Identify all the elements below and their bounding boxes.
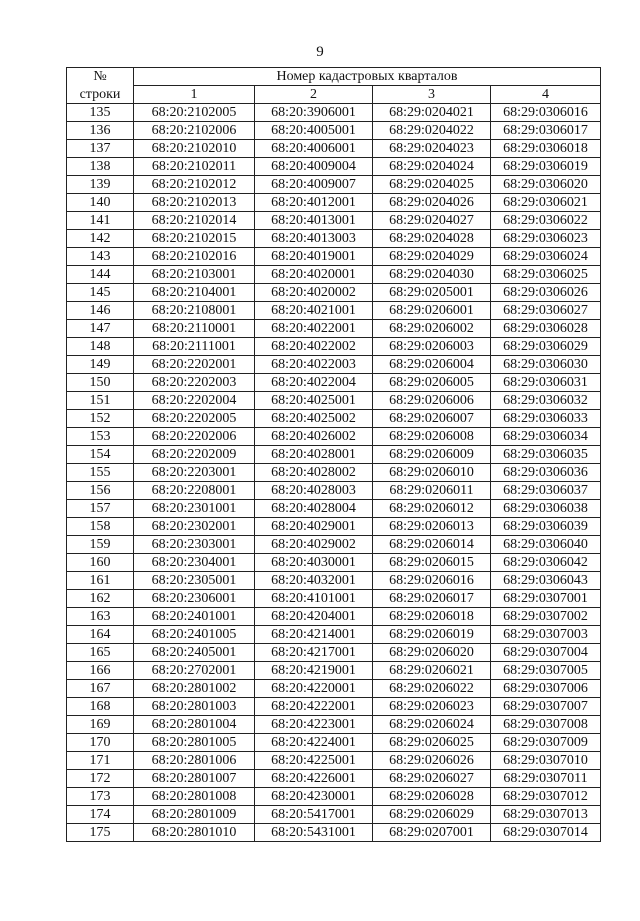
table-row bbox=[67, 626, 601, 644]
table-row bbox=[67, 554, 601, 572]
row-number-cell: 139 bbox=[67, 176, 134, 194]
row-number-cell: 145 bbox=[67, 284, 134, 302]
row-number-cell: 160 bbox=[67, 554, 134, 572]
row-number-cell: 137 bbox=[67, 140, 134, 158]
quarter-col-4-cell: 68:29:0307008 bbox=[491, 716, 601, 734]
quarter-col-4-cell: 68:29:0306038 bbox=[491, 500, 601, 518]
quarter-col-2-cell: 68:20:4101001 bbox=[255, 590, 373, 608]
quarter-col-3-cell: 68:29:0206008 bbox=[373, 428, 491, 446]
quarter-col-3-cell: 68:29:0206022 bbox=[373, 680, 491, 698]
quarter-col-2-cell: 68:20:4021001 bbox=[255, 302, 373, 320]
quarter-col-1-cell: 68:20:2304001 bbox=[134, 554, 255, 572]
quarter-col-1-cell: 68:20:2110001 bbox=[134, 320, 255, 338]
quarter-col-1-cell: 68:20:2801002 bbox=[134, 680, 255, 698]
row-number-cell: 158 bbox=[67, 518, 134, 536]
table-row bbox=[67, 284, 601, 302]
quarter-col-2-cell: 68:20:4029002 bbox=[255, 536, 373, 554]
quarter-col-1-cell: 68:20:2801007 bbox=[134, 770, 255, 788]
quarter-col-1-cell: 68:20:2801010 bbox=[134, 824, 255, 842]
quarter-col-4-cell: 68:29:0306020 bbox=[491, 176, 601, 194]
table-row bbox=[67, 788, 601, 806]
quarter-col-2-cell: 68:20:5431001 bbox=[255, 824, 373, 842]
table-row bbox=[67, 500, 601, 518]
quarter-col-4-cell: 68:29:0307004 bbox=[491, 644, 601, 662]
quarter-col-3-cell: 68:29:0204025 bbox=[373, 176, 491, 194]
table-row bbox=[67, 464, 601, 482]
table-row bbox=[67, 158, 601, 176]
table-row bbox=[67, 410, 601, 428]
row-number-cell: 156 bbox=[67, 482, 134, 500]
quarter-col-3-cell: 68:29:0206006 bbox=[373, 392, 491, 410]
table-row bbox=[67, 266, 601, 284]
row-number-cell: 170 bbox=[67, 734, 134, 752]
quarter-col-4-cell: 68:29:0306026 bbox=[491, 284, 601, 302]
quarter-col-3-cell: 68:29:0206009 bbox=[373, 446, 491, 464]
quarter-col-3-cell: 68:29:0204029 bbox=[373, 248, 491, 266]
quarter-col-1-cell: 68:20:2202004 bbox=[134, 392, 255, 410]
quarter-col-1-cell: 68:20:2202001 bbox=[134, 356, 255, 374]
row-number-cell: 138 bbox=[67, 158, 134, 176]
table-row bbox=[67, 716, 601, 734]
group-header: Номер кадастровых кварталов bbox=[134, 68, 601, 86]
table-row bbox=[67, 608, 601, 626]
table-row bbox=[67, 320, 601, 338]
table-row bbox=[67, 230, 601, 248]
quarter-col-3-cell: 68:29:0204021 bbox=[373, 104, 491, 122]
row-number-cell: 152 bbox=[67, 410, 134, 428]
row-number-cell: 166 bbox=[67, 662, 134, 680]
quarter-col-4-cell: 68:29:0306019 bbox=[491, 158, 601, 176]
row-number-cell: 174 bbox=[67, 806, 134, 824]
quarter-col-1-cell: 68:20:2801009 bbox=[134, 806, 255, 824]
table-row bbox=[67, 122, 601, 140]
quarter-col-1-cell: 68:20:2203001 bbox=[134, 464, 255, 482]
row-number-cell: 161 bbox=[67, 572, 134, 590]
quarter-col-1-cell: 68:20:2301001 bbox=[134, 500, 255, 518]
table-row bbox=[67, 176, 601, 194]
quarter-col-3-cell: 68:29:0206020 bbox=[373, 644, 491, 662]
quarter-col-4-cell: 68:29:0307006 bbox=[491, 680, 601, 698]
table-row bbox=[67, 482, 601, 500]
quarter-col-3-cell: 68:29:0206013 bbox=[373, 518, 491, 536]
quarter-col-4-cell: 68:29:0306035 bbox=[491, 446, 601, 464]
row-number-cell: 149 bbox=[67, 356, 134, 374]
table-row bbox=[67, 572, 601, 590]
row-number-cell: 143 bbox=[67, 248, 134, 266]
quarter-col-1-cell: 68:20:2108001 bbox=[134, 302, 255, 320]
row-number-cell: 150 bbox=[67, 374, 134, 392]
quarter-col-2-cell: 68:20:4028003 bbox=[255, 482, 373, 500]
table-row bbox=[67, 194, 601, 212]
quarter-col-3-cell: 68:29:0204027 bbox=[373, 212, 491, 230]
quarter-col-3-cell: 68:29:0206014 bbox=[373, 536, 491, 554]
quarter-col-3-cell: 68:29:0206015 bbox=[373, 554, 491, 572]
table-row bbox=[67, 752, 601, 770]
row-number-cell: 165 bbox=[67, 644, 134, 662]
table-row bbox=[67, 446, 601, 464]
quarter-col-1-cell: 68:20:2111001 bbox=[134, 338, 255, 356]
quarter-col-3-cell: 68:29:0206018 bbox=[373, 608, 491, 626]
quarter-col-1-cell: 68:20:2801005 bbox=[134, 734, 255, 752]
quarter-col-3-cell: 68:29:0206016 bbox=[373, 572, 491, 590]
quarter-col-2-cell: 68:20:4028004 bbox=[255, 500, 373, 518]
quarter-col-2-cell: 68:20:4022003 bbox=[255, 356, 373, 374]
row-number-cell: 136 bbox=[67, 122, 134, 140]
quarter-col-1-cell: 68:20:2102013 bbox=[134, 194, 255, 212]
quarter-col-1-cell: 68:20:2401005 bbox=[134, 626, 255, 644]
quarter-col-2-cell: 68:20:4214001 bbox=[255, 626, 373, 644]
quarter-col-3-cell: 68:29:0204026 bbox=[373, 194, 491, 212]
table-row bbox=[67, 644, 601, 662]
quarter-col-2-cell: 68:20:4030001 bbox=[255, 554, 373, 572]
quarter-col-1-cell: 68:20:2306001 bbox=[134, 590, 255, 608]
quarter-col-4-cell: 68:29:0306030 bbox=[491, 356, 601, 374]
table-row bbox=[67, 338, 601, 356]
table-body bbox=[67, 104, 601, 842]
table-row bbox=[67, 356, 601, 374]
table-row bbox=[67, 428, 601, 446]
quarter-col-4-cell: 68:29:0306024 bbox=[491, 248, 601, 266]
table-row bbox=[67, 104, 601, 122]
quarter-col-3-cell: 68:29:0206003 bbox=[373, 338, 491, 356]
quarter-col-4-cell: 68:29:0306032 bbox=[491, 392, 601, 410]
quarter-col-3-cell: 68:29:0206002 bbox=[373, 320, 491, 338]
row-number-cell: 154 bbox=[67, 446, 134, 464]
quarter-col-2-cell: 68:20:4222001 bbox=[255, 698, 373, 716]
quarter-col-3-cell: 68:29:0206019 bbox=[373, 626, 491, 644]
quarter-col-2-cell: 68:20:4009004 bbox=[255, 158, 373, 176]
page-number: 9 bbox=[316, 44, 324, 60]
row-number-cell: 163 bbox=[67, 608, 134, 626]
column-header-4: 4 bbox=[491, 86, 601, 104]
row-number-header-bottom: строки bbox=[67, 86, 134, 104]
quarter-col-4-cell: 68:29:0306025 bbox=[491, 266, 601, 284]
quarter-col-2-cell: 68:20:4225001 bbox=[255, 752, 373, 770]
quarter-col-3-cell: 68:29:0206011 bbox=[373, 482, 491, 500]
table-row bbox=[67, 824, 601, 842]
quarter-col-3-cell: 68:29:0207001 bbox=[373, 824, 491, 842]
quarter-col-1-cell: 68:20:2303001 bbox=[134, 536, 255, 554]
quarter-col-4-cell: 68:29:0306037 bbox=[491, 482, 601, 500]
quarter-col-2-cell: 68:20:4026002 bbox=[255, 428, 373, 446]
quarter-col-4-cell: 68:29:0307009 bbox=[491, 734, 601, 752]
table-row bbox=[67, 212, 601, 230]
quarter-col-3-cell: 68:29:0204022 bbox=[373, 122, 491, 140]
quarter-col-3-cell: 68:29:0206028 bbox=[373, 788, 491, 806]
quarter-col-1-cell: 68:20:2401001 bbox=[134, 608, 255, 626]
cadastral-quarters-table bbox=[66, 67, 601, 842]
quarter-col-1-cell: 68:20:2102005 bbox=[134, 104, 255, 122]
table-row bbox=[67, 518, 601, 536]
quarter-col-2-cell: 68:20:4025001 bbox=[255, 392, 373, 410]
quarter-col-2-cell: 68:20:4020001 bbox=[255, 266, 373, 284]
quarter-col-1-cell: 68:20:2801003 bbox=[134, 698, 255, 716]
quarter-col-3-cell: 68:29:0206001 bbox=[373, 302, 491, 320]
quarter-col-2-cell: 68:20:4226001 bbox=[255, 770, 373, 788]
row-number-cell: 141 bbox=[67, 212, 134, 230]
row-number-cell: 169 bbox=[67, 716, 134, 734]
row-number-cell: 144 bbox=[67, 266, 134, 284]
quarter-col-1-cell: 68:20:2102016 bbox=[134, 248, 255, 266]
quarter-col-2-cell: 68:20:4019001 bbox=[255, 248, 373, 266]
quarter-col-4-cell: 68:29:0307012 bbox=[491, 788, 601, 806]
quarter-col-1-cell: 68:20:2104001 bbox=[134, 284, 255, 302]
quarter-col-3-cell: 68:29:0204023 bbox=[373, 140, 491, 158]
quarter-col-2-cell: 68:20:4005001 bbox=[255, 122, 373, 140]
quarter-col-1-cell: 68:20:2102014 bbox=[134, 212, 255, 230]
quarter-col-2-cell: 68:20:4220001 bbox=[255, 680, 373, 698]
quarter-col-2-cell: 68:20:4230001 bbox=[255, 788, 373, 806]
quarter-col-1-cell: 68:20:2202003 bbox=[134, 374, 255, 392]
quarter-col-3-cell: 68:29:0206027 bbox=[373, 770, 491, 788]
quarter-col-4-cell: 68:29:0307007 bbox=[491, 698, 601, 716]
quarter-col-2-cell: 68:20:4006001 bbox=[255, 140, 373, 158]
quarter-col-2-cell: 68:20:4028001 bbox=[255, 446, 373, 464]
quarter-col-1-cell: 68:20:2208001 bbox=[134, 482, 255, 500]
quarter-col-4-cell: 68:29:0307001 bbox=[491, 590, 601, 608]
quarter-col-3-cell: 68:29:0206017 bbox=[373, 590, 491, 608]
quarter-col-1-cell: 68:20:2103001 bbox=[134, 266, 255, 284]
row-number-cell: 171 bbox=[67, 752, 134, 770]
quarter-col-3-cell: 68:29:0206005 bbox=[373, 374, 491, 392]
quarter-col-1-cell: 68:20:2102012 bbox=[134, 176, 255, 194]
row-number-cell: 167 bbox=[67, 680, 134, 698]
row-number-cell: 172 bbox=[67, 770, 134, 788]
row-number-cell: 151 bbox=[67, 392, 134, 410]
quarter-col-3-cell: 68:29:0204028 bbox=[373, 230, 491, 248]
quarter-col-3-cell: 68:29:0206012 bbox=[373, 500, 491, 518]
quarter-col-1-cell: 68:20:2102011 bbox=[134, 158, 255, 176]
table-header bbox=[67, 68, 601, 104]
quarter-col-4-cell: 68:29:0306031 bbox=[491, 374, 601, 392]
quarter-col-4-cell: 68:29:0307010 bbox=[491, 752, 601, 770]
quarter-col-2-cell: 68:20:4032001 bbox=[255, 572, 373, 590]
quarter-col-1-cell: 68:20:2102015 bbox=[134, 230, 255, 248]
quarter-col-1-cell: 68:20:2305001 bbox=[134, 572, 255, 590]
table-row bbox=[67, 680, 601, 698]
row-number-cell: 173 bbox=[67, 788, 134, 806]
quarter-col-4-cell: 68:29:0307011 bbox=[491, 770, 601, 788]
quarter-col-4-cell: 68:29:0307013 bbox=[491, 806, 601, 824]
quarter-col-4-cell: 68:29:0306042 bbox=[491, 554, 601, 572]
row-number-header-top: № bbox=[67, 68, 134, 86]
quarter-col-3-cell: 68:29:0206029 bbox=[373, 806, 491, 824]
row-number-cell: 147 bbox=[67, 320, 134, 338]
quarter-col-1-cell: 68:20:2801004 bbox=[134, 716, 255, 734]
quarter-col-3-cell: 68:29:0204024 bbox=[373, 158, 491, 176]
table-row bbox=[67, 734, 601, 752]
quarter-col-4-cell: 68:29:0307003 bbox=[491, 626, 601, 644]
quarter-col-2-cell: 68:20:4013001 bbox=[255, 212, 373, 230]
quarter-col-2-cell: 68:20:4022004 bbox=[255, 374, 373, 392]
column-header-2: 2 bbox=[255, 86, 373, 104]
quarter-col-1-cell: 68:20:2702001 bbox=[134, 662, 255, 680]
row-number-cell: 140 bbox=[67, 194, 134, 212]
quarter-col-3-cell: 68:29:0206004 bbox=[373, 356, 491, 374]
quarter-col-2-cell: 68:20:4224001 bbox=[255, 734, 373, 752]
table-row bbox=[67, 662, 601, 680]
quarter-col-2-cell: 68:20:4022001 bbox=[255, 320, 373, 338]
table-row bbox=[67, 248, 601, 266]
row-number-cell: 142 bbox=[67, 230, 134, 248]
row-number-cell: 155 bbox=[67, 464, 134, 482]
quarter-col-2-cell: 68:20:4029001 bbox=[255, 518, 373, 536]
quarter-col-4-cell: 68:29:0306029 bbox=[491, 338, 601, 356]
table-row bbox=[67, 806, 601, 824]
table-row bbox=[67, 590, 601, 608]
quarter-col-2-cell: 68:20:4020002 bbox=[255, 284, 373, 302]
row-number-cell: 162 bbox=[67, 590, 134, 608]
table-row bbox=[67, 302, 601, 320]
quarter-col-1-cell: 68:20:2102010 bbox=[134, 140, 255, 158]
quarter-col-3-cell: 68:29:0206010 bbox=[373, 464, 491, 482]
quarter-col-4-cell: 68:29:0306021 bbox=[491, 194, 601, 212]
table-row bbox=[67, 140, 601, 158]
quarter-col-1-cell: 68:20:2801006 bbox=[134, 752, 255, 770]
quarter-col-4-cell: 68:29:0307005 bbox=[491, 662, 601, 680]
quarter-col-4-cell: 68:29:0306023 bbox=[491, 230, 601, 248]
row-number-cell: 168 bbox=[67, 698, 134, 716]
quarter-col-2-cell: 68:20:4028002 bbox=[255, 464, 373, 482]
row-number-cell: 159 bbox=[67, 536, 134, 554]
column-header-1: 1 bbox=[134, 86, 255, 104]
quarter-col-4-cell: 68:29:0306036 bbox=[491, 464, 601, 482]
quarter-col-4-cell: 68:29:0306022 bbox=[491, 212, 601, 230]
quarter-col-3-cell: 68:29:0206024 bbox=[373, 716, 491, 734]
quarter-col-4-cell: 68:29:0306040 bbox=[491, 536, 601, 554]
quarter-col-3-cell: 68:29:0206021 bbox=[373, 662, 491, 680]
quarter-col-2-cell: 68:20:4009007 bbox=[255, 176, 373, 194]
quarter-col-1-cell: 68:20:2302001 bbox=[134, 518, 255, 536]
quarter-col-4-cell: 68:29:0307002 bbox=[491, 608, 601, 626]
quarter-col-2-cell: 68:20:4219001 bbox=[255, 662, 373, 680]
row-number-cell: 146 bbox=[67, 302, 134, 320]
quarter-col-4-cell: 68:29:0306016 bbox=[491, 104, 601, 122]
quarter-col-3-cell: 68:29:0204030 bbox=[373, 266, 491, 284]
quarter-col-4-cell: 68:29:0306027 bbox=[491, 302, 601, 320]
quarter-col-3-cell: 68:29:0206007 bbox=[373, 410, 491, 428]
row-number-cell: 135 bbox=[67, 104, 134, 122]
table-row bbox=[67, 374, 601, 392]
quarter-col-4-cell: 68:29:0306033 bbox=[491, 410, 601, 428]
quarter-col-3-cell: 68:29:0206026 bbox=[373, 752, 491, 770]
quarter-col-4-cell: 68:29:0307014 bbox=[491, 824, 601, 842]
row-number-cell: 148 bbox=[67, 338, 134, 356]
quarter-col-2-cell: 68:20:4217001 bbox=[255, 644, 373, 662]
quarter-col-2-cell: 68:20:4204001 bbox=[255, 608, 373, 626]
quarter-col-2-cell: 68:20:4013003 bbox=[255, 230, 373, 248]
quarter-col-4-cell: 68:29:0306018 bbox=[491, 140, 601, 158]
quarter-col-1-cell: 68:20:2801008 bbox=[134, 788, 255, 806]
quarter-col-3-cell: 68:29:0205001 bbox=[373, 284, 491, 302]
table-row bbox=[67, 392, 601, 410]
row-number-cell: 157 bbox=[67, 500, 134, 518]
quarter-col-2-cell: 68:20:3906001 bbox=[255, 104, 373, 122]
column-header-3: 3 bbox=[373, 86, 491, 104]
quarter-col-1-cell: 68:20:2405001 bbox=[134, 644, 255, 662]
quarter-col-3-cell: 68:29:0206023 bbox=[373, 698, 491, 716]
row-number-cell: 153 bbox=[67, 428, 134, 446]
quarter-col-2-cell: 68:20:4022002 bbox=[255, 338, 373, 356]
quarter-col-1-cell: 68:20:2102006 bbox=[134, 122, 255, 140]
table-row bbox=[67, 698, 601, 716]
quarter-col-2-cell: 68:20:5417001 bbox=[255, 806, 373, 824]
quarter-col-4-cell: 68:29:0306039 bbox=[491, 518, 601, 536]
quarter-col-2-cell: 68:20:4012001 bbox=[255, 194, 373, 212]
quarter-col-4-cell: 68:29:0306028 bbox=[491, 320, 601, 338]
table-row bbox=[67, 536, 601, 554]
quarter-col-1-cell: 68:20:2202009 bbox=[134, 446, 255, 464]
quarter-col-4-cell: 68:29:0306043 bbox=[491, 572, 601, 590]
quarter-col-4-cell: 68:29:0306017 bbox=[491, 122, 601, 140]
quarter-col-1-cell: 68:20:2202006 bbox=[134, 428, 255, 446]
quarter-col-2-cell: 68:20:4025002 bbox=[255, 410, 373, 428]
quarter-col-2-cell: 68:20:4223001 bbox=[255, 716, 373, 734]
quarter-col-1-cell: 68:20:2202005 bbox=[134, 410, 255, 428]
row-number-cell: 175 bbox=[67, 824, 134, 842]
quarter-col-4-cell: 68:29:0306034 bbox=[491, 428, 601, 446]
row-number-cell: 164 bbox=[67, 626, 134, 644]
table-row bbox=[67, 770, 601, 788]
quarter-col-3-cell: 68:29:0206025 bbox=[373, 734, 491, 752]
